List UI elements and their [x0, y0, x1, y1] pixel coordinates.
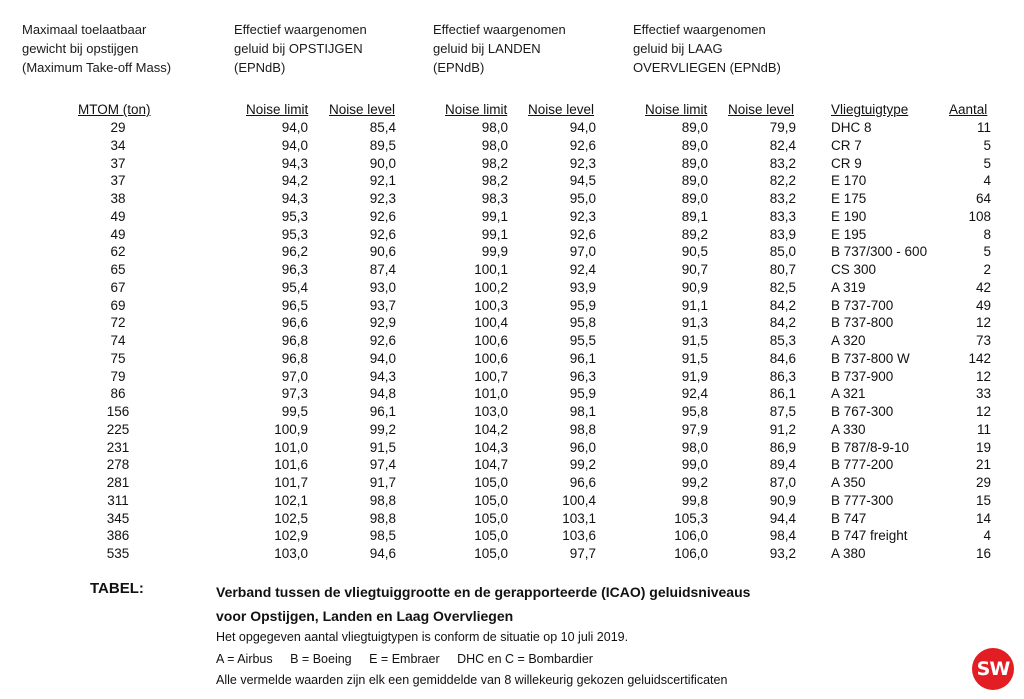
cell-count: 14	[975, 510, 991, 526]
cell-landing-level: 92,3	[569, 208, 596, 224]
cell-overfly-level: 98,4	[769, 528, 796, 544]
cell-aircraft-type: E 175	[831, 191, 867, 206]
cell-overfly-level: 80,7	[769, 262, 796, 277]
cell-overfly-limit: 91,9	[681, 368, 708, 384]
cell-aircraft-type: A 320	[831, 333, 866, 348]
cell-aircraft-type: B 777-200	[831, 457, 894, 473]
cell-landing-limit: 98,3	[481, 191, 508, 206]
cell-overfly-level: 83,2	[769, 155, 796, 171]
cell-overfly-limit: 92,4	[681, 386, 708, 402]
cell-landing-level: 95,8	[569, 315, 596, 331]
cell-takeoff-limit: 96,8	[281, 350, 308, 366]
cell-landing-limit: 104,2	[474, 421, 508, 437]
cell-landing-limit: 98,2	[481, 155, 508, 171]
cell-count: 16	[975, 546, 991, 561]
cell-overfly-level: 84,2	[769, 297, 796, 313]
cell-count: 12	[975, 368, 991, 384]
cell-aircraft-type: B 787/8-9-10	[831, 439, 910, 455]
cell-landing-level: 96,3	[569, 368, 596, 384]
cell-aircraft-type: E 195	[831, 226, 867, 242]
cell-landing-level: 92,4	[569, 262, 596, 277]
cell-mtom: 231	[106, 439, 130, 455]
manufacturer-legend	[216, 652, 607, 666]
column-header-overfly-level: Noise level	[728, 102, 795, 117]
cell-overfly-level: 93,2	[769, 546, 796, 561]
cell-aircraft-type: B 737-800	[831, 315, 894, 331]
cell-takeoff-level: 98,8	[369, 492, 396, 508]
cell-takeoff-level: 97,4	[369, 457, 396, 473]
cell-overfly-limit: 89,0	[681, 120, 708, 135]
legend-item: E = Embraer	[369, 652, 440, 666]
header-line: Effectief waargenomen	[633, 22, 766, 37]
cell-count: 142	[968, 350, 991, 366]
cell-mtom: 37	[110, 173, 126, 189]
header-landing	[433, 20, 566, 77]
cell-takeoff-limit: 102,1	[274, 492, 308, 508]
cell-landing-level: 95,5	[569, 333, 596, 348]
cell-landing-limit: 104,7	[474, 457, 508, 473]
cell-takeoff-limit: 101,6	[274, 457, 308, 473]
column-header-takeoff-limit: Noise limit	[246, 102, 309, 117]
cell-landing-limit: 100,7	[474, 368, 508, 384]
cell-overfly-level: 89,4	[769, 457, 796, 473]
cell-count: 11	[976, 421, 991, 437]
cell-count: 2	[983, 262, 991, 277]
cell-mtom: 311	[107, 492, 129, 508]
cell-overfly-level: 79,9	[769, 120, 796, 135]
cell-takeoff-limit: 95,4	[281, 279, 308, 295]
cell-overfly-level: 85,0	[769, 244, 796, 260]
cell-mtom: 74	[110, 333, 126, 348]
cell-count: 73	[975, 333, 991, 348]
cell-mtom: 75	[110, 350, 126, 366]
legend-item: A = Airbus	[216, 652, 273, 666]
cell-takeoff-limit: 96,2	[281, 244, 308, 260]
cell-landing-level: 97,7	[569, 546, 596, 561]
cell-overfly-level: 86,3	[769, 368, 796, 384]
cell-count: 4	[983, 528, 991, 544]
cell-takeoff-level: 92,3	[369, 191, 396, 206]
header-line: Effectief waargenomen	[234, 22, 367, 37]
cell-aircraft-type: DHC 8	[831, 120, 872, 135]
header-mtom	[22, 20, 171, 77]
cell-mtom: 86	[110, 386, 126, 402]
cell-landing-level: 92,3	[569, 155, 596, 171]
cell-aircraft-type: A 330	[831, 421, 866, 437]
cell-overfly-limit: 97,9	[681, 421, 708, 437]
cell-mtom: 67	[110, 279, 126, 295]
cell-takeoff-limit: 101,0	[274, 439, 308, 455]
header-overfly	[633, 20, 781, 77]
cell-mtom: 65	[110, 262, 126, 277]
cell-landing-level: 95,0	[569, 191, 596, 206]
table-label: TABEL:	[90, 580, 144, 597]
cell-count: 21	[975, 457, 991, 473]
cell-count: 49	[975, 297, 991, 313]
cell-count: 19	[975, 439, 991, 455]
cell-count: 5	[983, 155, 991, 171]
cell-landing-level: 92,6	[569, 137, 596, 153]
cell-takeoff-level: 96,1	[369, 404, 396, 419]
column-header-landing-level: Noise level	[528, 102, 595, 117]
cell-overfly-level: 83,3	[769, 208, 796, 224]
cell-overfly-limit: 106,0	[674, 528, 708, 544]
cell-overfly-level: 83,9	[769, 226, 796, 242]
cell-overfly-limit: 91,1	[681, 297, 708, 313]
cell-overfly-level: 87,0	[769, 475, 796, 490]
header-takeoff	[234, 20, 367, 77]
cell-landing-limit: 104,3	[474, 439, 508, 455]
cell-landing-limit: 99,9	[481, 244, 508, 260]
cell-overfly-level: 86,9	[769, 439, 796, 455]
cell-takeoff-limit: 96,3	[281, 262, 308, 277]
cell-overfly-level: 94,4	[769, 510, 796, 526]
cell-takeoff-limit: 102,5	[274, 510, 308, 526]
cell-takeoff-level: 89,5	[369, 137, 396, 153]
cell-overfly-limit: 99,0	[681, 457, 708, 473]
note-averages: Alle vermelde waarden zijn elk een gemiddelde van 8 willekeurig gekozen geluidscertificaten	[216, 673, 728, 687]
cell-landing-level: 93,9	[569, 279, 596, 295]
cell-landing-limit: 100,6	[474, 350, 508, 366]
cell-landing-limit: 105,0	[474, 546, 508, 561]
caption-line-2: voor Opstijgen, Landen en Laag Overvliegen	[216, 608, 514, 624]
cell-mtom: 29	[110, 120, 126, 135]
cell-overfly-level: 91,2	[769, 421, 796, 437]
cell-takeoff-limit: 103,0	[274, 546, 308, 561]
cell-overfly-limit: 91,5	[681, 350, 708, 366]
cell-takeoff-limit: 94,0	[281, 120, 308, 135]
cell-overfly-limit: 89,0	[681, 155, 708, 171]
cell-overfly-level: 82,4	[769, 137, 796, 153]
cell-mtom: 38	[110, 191, 126, 206]
cell-mtom: 156	[106, 404, 130, 419]
cell-takeoff-level: 99,2	[369, 421, 396, 437]
cell-takeoff-level: 90,6	[369, 244, 396, 260]
header-line: geluid bij LAAG	[633, 41, 723, 56]
cell-mtom: 62	[110, 244, 126, 260]
cell-takeoff-limit: 94,2	[281, 173, 308, 189]
cell-overfly-level: 87,5	[769, 404, 796, 419]
cell-overfly-level: 86,1	[769, 386, 796, 402]
cell-aircraft-type: E 170	[831, 173, 867, 189]
header-line: geluid bij LANDEN	[433, 41, 541, 56]
cell-count: 4	[983, 173, 991, 189]
cell-count: 12	[975, 315, 991, 331]
cell-overfly-level: 82,5	[769, 279, 796, 295]
header-line: geluid bij OPSTIJGEN	[234, 41, 363, 56]
cell-overfly-limit: 89,0	[681, 191, 708, 206]
cell-takeoff-level: 91,5	[369, 439, 396, 455]
cell-count: 5	[983, 244, 991, 260]
cell-takeoff-limit: 100,9	[274, 421, 308, 437]
legend-item: DHC en C = Bombardier	[457, 652, 593, 666]
cell-overfly-level: 90,9	[769, 492, 796, 508]
column-header-takeoff-level: Noise level	[329, 102, 396, 117]
cell-landing-level: 95,9	[569, 386, 596, 402]
cell-takeoff-level: 94,6	[369, 546, 396, 561]
cell-takeoff-level: 91,7	[369, 475, 396, 490]
cell-overfly-level: 85,3	[769, 333, 796, 348]
cell-overfly-limit: 106,0	[674, 546, 708, 561]
cell-landing-level: 96,6	[569, 475, 596, 490]
cell-count: 15	[975, 492, 991, 508]
cell-takeoff-level: 92,6	[369, 208, 396, 224]
cell-takeoff-level: 92,9	[369, 315, 396, 331]
cell-mtom: 49	[110, 208, 126, 224]
cell-takeoff-limit: 101,7	[274, 475, 308, 490]
cell-aircraft-type: A 321	[831, 386, 866, 402]
cell-takeoff-limit: 95,3	[281, 226, 308, 242]
header-line: OVERVLIEGEN (EPNdB)	[633, 60, 781, 75]
cell-count: 64	[975, 191, 991, 206]
cell-takeoff-limit: 95,3	[281, 208, 308, 224]
cell-aircraft-type: B 777-300	[831, 492, 894, 508]
cell-aircraft-type: A 319	[831, 279, 866, 295]
cell-landing-level: 94,5	[569, 173, 596, 189]
cell-aircraft-type: B 737-700	[831, 297, 894, 313]
cell-overfly-level: 84,6	[769, 350, 796, 366]
cell-overfly-limit: 99,2	[681, 475, 708, 490]
cell-landing-level: 96,1	[569, 350, 596, 366]
cell-landing-level: 98,1	[569, 404, 596, 419]
legend-item: B = Boeing	[290, 652, 352, 666]
cell-mtom: 278	[106, 457, 130, 473]
cell-overfly-limit: 95,8	[681, 404, 708, 419]
cell-overfly-limit: 89,0	[681, 173, 708, 189]
cell-aircraft-type: A 350	[831, 475, 866, 490]
sw-logo: SW	[972, 648, 1014, 690]
cell-aircraft-type: B 737/300 - 600	[831, 244, 928, 260]
cell-landing-level: 94,0	[569, 120, 596, 135]
cell-takeoff-level: 98,5	[369, 528, 396, 544]
cell-landing-limit: 100,6	[474, 333, 508, 348]
caption-line-1: Verband tussen de vliegtuiggrootte en de gerapporteerde (ICAO) geluidsniveaus	[216, 584, 751, 600]
cell-takeoff-limit: 96,5	[281, 297, 308, 313]
cell-count: 8	[983, 226, 991, 242]
header-line: Effectief waargenomen	[433, 22, 566, 37]
cell-landing-limit: 105,0	[474, 528, 508, 544]
cell-aircraft-type: CS 300	[831, 262, 877, 277]
column-header-landing-limit: Noise limit	[445, 102, 508, 117]
cell-takeoff-level: 94,8	[369, 386, 396, 402]
cell-mtom: 79	[110, 368, 126, 384]
cell-overfly-level: 84,2	[769, 315, 796, 331]
cell-landing-limit: 103,0	[474, 404, 508, 419]
cell-landing-level: 96,0	[569, 439, 596, 455]
cell-mtom: 49	[110, 226, 126, 242]
cell-landing-level: 92,6	[569, 226, 596, 242]
cell-landing-level: 103,1	[562, 510, 596, 526]
cell-count: 11	[976, 120, 991, 135]
cell-takeoff-level: 98,8	[369, 510, 396, 526]
cell-takeoff-level: 92,1	[369, 173, 396, 189]
cell-mtom: 535	[106, 546, 130, 561]
column-header-mtom: MTOM (ton)	[78, 102, 151, 117]
cell-takeoff-level: 87,4	[369, 262, 396, 277]
cell-overfly-limit: 99,8	[681, 492, 708, 508]
cell-aircraft-type: B 737-800 W	[831, 350, 910, 366]
cell-landing-limit: 101,0	[474, 386, 508, 402]
cell-takeoff-limit: 96,8	[281, 333, 308, 348]
cell-mtom: 345	[106, 510, 130, 526]
cell-landing-limit: 105,0	[474, 510, 508, 526]
cell-overfly-limit: 91,3	[681, 315, 708, 331]
cell-takeoff-limit: 96,6	[281, 315, 308, 331]
cell-takeoff-limit: 97,0	[281, 368, 308, 384]
cell-overfly-limit: 105,3	[674, 510, 708, 526]
cell-landing-limit: 100,2	[474, 279, 508, 295]
cell-takeoff-limit: 102,9	[274, 528, 308, 544]
cell-aircraft-type: B 767-300	[831, 404, 894, 419]
cell-mtom: 386	[106, 528, 130, 544]
header-line: Maximaal toelaatbaar	[22, 22, 147, 37]
cell-overfly-limit: 90,5	[681, 244, 708, 260]
cell-landing-level: 95,9	[569, 297, 596, 313]
cell-mtom: 34	[110, 137, 126, 153]
cell-landing-level: 98,8	[569, 421, 596, 437]
cell-aircraft-type: B 737-900	[831, 368, 894, 384]
cell-overfly-limit: 90,9	[681, 279, 708, 295]
cell-mtom: 37	[110, 155, 126, 171]
note-date: Het opgegeven aantal vliegtuigtypen is conform de situatie op 10 juli 2019.	[216, 630, 629, 644]
cell-landing-level: 97,0	[569, 244, 596, 260]
header-line: (Maximum Take-off Mass)	[22, 60, 172, 75]
cell-landing-limit: 105,0	[474, 492, 508, 508]
cell-mtom: 225	[106, 421, 130, 437]
cell-landing-limit: 99,1	[481, 226, 508, 242]
cell-landing-limit: 98,0	[481, 137, 508, 153]
cell-takeoff-level: 93,7	[369, 297, 396, 313]
cell-landing-limit: 100,4	[474, 315, 508, 331]
header-line: (EPNdB)	[234, 60, 286, 75]
cell-landing-limit: 98,2	[481, 173, 508, 189]
cell-landing-limit: 98,0	[481, 120, 508, 135]
cell-mtom: 281	[106, 475, 130, 490]
cell-count: 108	[968, 208, 991, 224]
cell-overfly-level: 82,2	[769, 173, 796, 189]
cell-mtom: 69	[110, 297, 126, 313]
cell-aircraft-type: CR 9	[831, 155, 862, 171]
column-header-count: Aantal	[949, 102, 988, 117]
cell-takeoff-level: 85,4	[369, 120, 396, 135]
cell-landing-limit: 99,1	[481, 208, 508, 224]
cell-overfly-limit: 91,5	[681, 333, 708, 348]
cell-landing-level: 100,4	[562, 492, 596, 508]
cell-landing-limit: 100,3	[474, 297, 508, 313]
cell-landing-level: 99,2	[569, 457, 596, 473]
cell-takeoff-level: 93,0	[369, 279, 396, 295]
cell-overfly-limit: 90,7	[681, 262, 708, 277]
header-line: (EPNdB)	[433, 60, 485, 75]
cell-count: 42	[975, 279, 991, 295]
cell-count: 33	[975, 386, 991, 402]
cell-takeoff-limit: 94,0	[281, 137, 308, 153]
cell-takeoff-level: 90,0	[369, 155, 396, 171]
cell-takeoff-limit: 94,3	[281, 191, 308, 206]
cell-takeoff-level: 92,6	[369, 226, 396, 242]
cell-takeoff-limit: 94,3	[281, 155, 308, 171]
header-line: gewicht bij opstijgen	[22, 41, 139, 56]
cell-aircraft-type: B 747 freight	[831, 528, 908, 544]
cell-overfly-limit: 89,1	[681, 208, 708, 224]
cell-takeoff-limit: 99,5	[281, 404, 308, 419]
cell-overfly-limit: 89,2	[681, 226, 708, 242]
cell-count: 12	[975, 404, 991, 419]
cell-overfly-limit: 89,0	[681, 137, 708, 153]
table-caption	[216, 580, 750, 628]
cell-takeoff-level: 94,3	[369, 368, 396, 384]
column-header-aircraft-type: Vliegtuigtype	[831, 102, 909, 117]
cell-takeoff-level: 94,0	[369, 350, 396, 366]
cell-mtom: 72	[110, 315, 126, 331]
cell-aircraft-type: CR 7	[831, 137, 862, 153]
cell-takeoff-level: 92,6	[369, 333, 396, 348]
cell-landing-limit: 105,0	[474, 475, 508, 490]
cell-overfly-level: 83,2	[769, 191, 796, 206]
cell-takeoff-limit: 97,3	[281, 386, 308, 402]
column-header-overfly-limit: Noise limit	[645, 102, 708, 117]
cell-aircraft-type: B 747	[831, 510, 867, 526]
cell-overfly-limit: 98,0	[681, 439, 708, 455]
cell-count: 29	[975, 475, 991, 490]
cell-aircraft-type: A 380	[831, 546, 866, 561]
cell-landing-level: 103,6	[562, 528, 596, 544]
cell-landing-limit: 100,1	[474, 262, 508, 277]
cell-aircraft-type: E 190	[831, 208, 867, 224]
cell-count: 5	[983, 137, 991, 153]
